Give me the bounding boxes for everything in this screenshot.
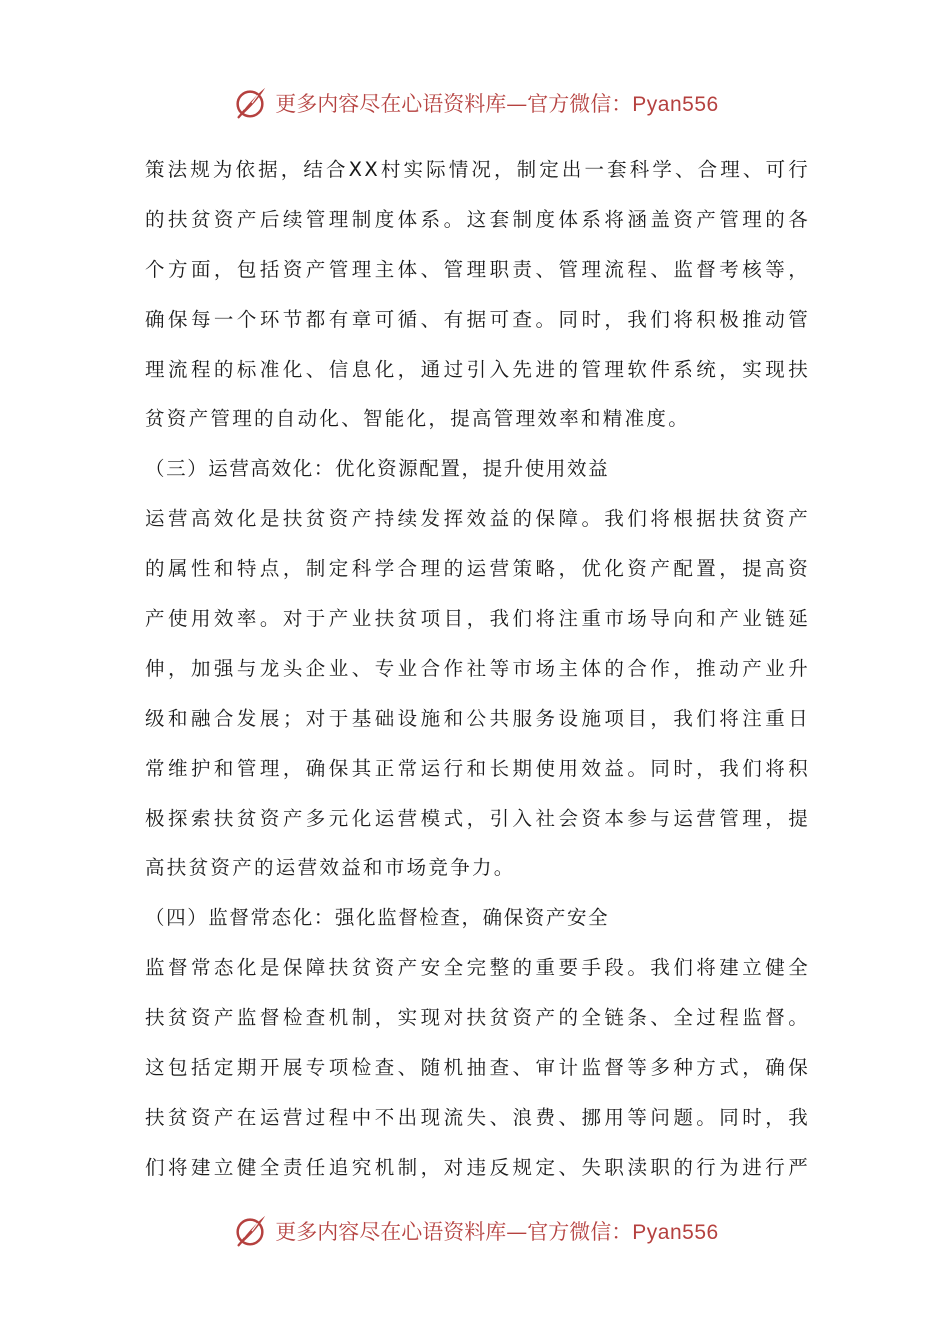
body-text-line: 运营高效化是扶贫资产持续发挥效益的保障。我们将根据扶贫资产: [145, 507, 810, 531]
wechat-id: Pyan556: [632, 93, 719, 116]
section-heading: （四）监督常态化：强化监督检查，确保资产安全: [145, 906, 610, 930]
footer-watermark: [0, 1209, 950, 1253]
body-text-line: 这包括定期开展专项检查、随机抽查、审计监督等多种方式，确保: [145, 1056, 810, 1080]
watermark-label: 更多内容尽在心语资料库—官方微信：: [275, 92, 633, 116]
body-text-line: 高扶贫资产的运营效益和市场竞争力。: [145, 856, 516, 880]
body-text-line: 常维护和管理，确保其正常运行和长期使用效益。同时，我们将积: [145, 756, 810, 780]
body-text-line: 极探索扶贫资产多元化运营模式，引入社会资本参与运营管理，提: [145, 806, 810, 830]
body-text-line: 产使用效率。对于产业扶贫项目，我们将注重市场导向和产业链延: [145, 607, 810, 631]
body-text-line: 的属性和特点，制定科学合理的运营策略，优化资产配置，提高资: [145, 557, 810, 581]
body-text-line: 个方面，包括资产管理主体、管理职责、管理流程、监督考核等，: [145, 257, 810, 281]
wechat-id: Pyan556: [632, 1221, 719, 1244]
header-watermark: [0, 81, 950, 125]
body-text-line: 监督常态化是保障扶贫资产安全完整的重要手段。我们将建立健全: [145, 956, 810, 980]
body-text-line: 策法规为依据，结合XX村实际情况，制定出一套科学、合理、可行: [145, 158, 810, 181]
body-text-line: 理流程的标准化、信息化，通过引入先进的管理软件系统，实现扶: [145, 357, 810, 381]
body-text-line: 扶贫资产在运营过程中不出现流失、浪费、挪用等问题。同时，我: [145, 1105, 810, 1129]
body-text-line: 伸，加强与龙头企业、专业合作社等市场主体的合作，推动产业升: [145, 656, 810, 680]
watermark-label: 更多内容尽在心语资料库—官方微信：: [275, 1220, 633, 1244]
body-text-line: 们将建立健全责任追究机制，对违反规定、失职渎职的行为进行严: [145, 1155, 810, 1179]
body-text-line: 级和融合发展；对于基础设施和公共服务设施项目，我们将注重日: [145, 706, 810, 730]
quill-logo-icon: [231, 1212, 269, 1250]
body-text-line: 的扶贫资产后续管理制度体系。这套制度体系将涵盖资产管理的各: [145, 207, 810, 231]
body-text-line: 贫资产管理的自动化、智能化，提高管理效率和精准度。: [145, 407, 691, 431]
body-text-line: 扶贫资产监督检查机制，实现对扶贫资产的全链条、全过程监督。: [145, 1006, 810, 1030]
watermark-text: [275, 88, 718, 118]
watermark-text: [275, 1216, 718, 1246]
section-heading: （三）运营高效化：优化资源配置，提升使用效益: [145, 457, 610, 481]
quill-logo-icon: [231, 84, 269, 122]
body-text-line: 确保每一个环节都有章可循、有据可查。同时，我们将积极推动管: [145, 307, 810, 331]
document-body: [145, 145, 810, 1193]
